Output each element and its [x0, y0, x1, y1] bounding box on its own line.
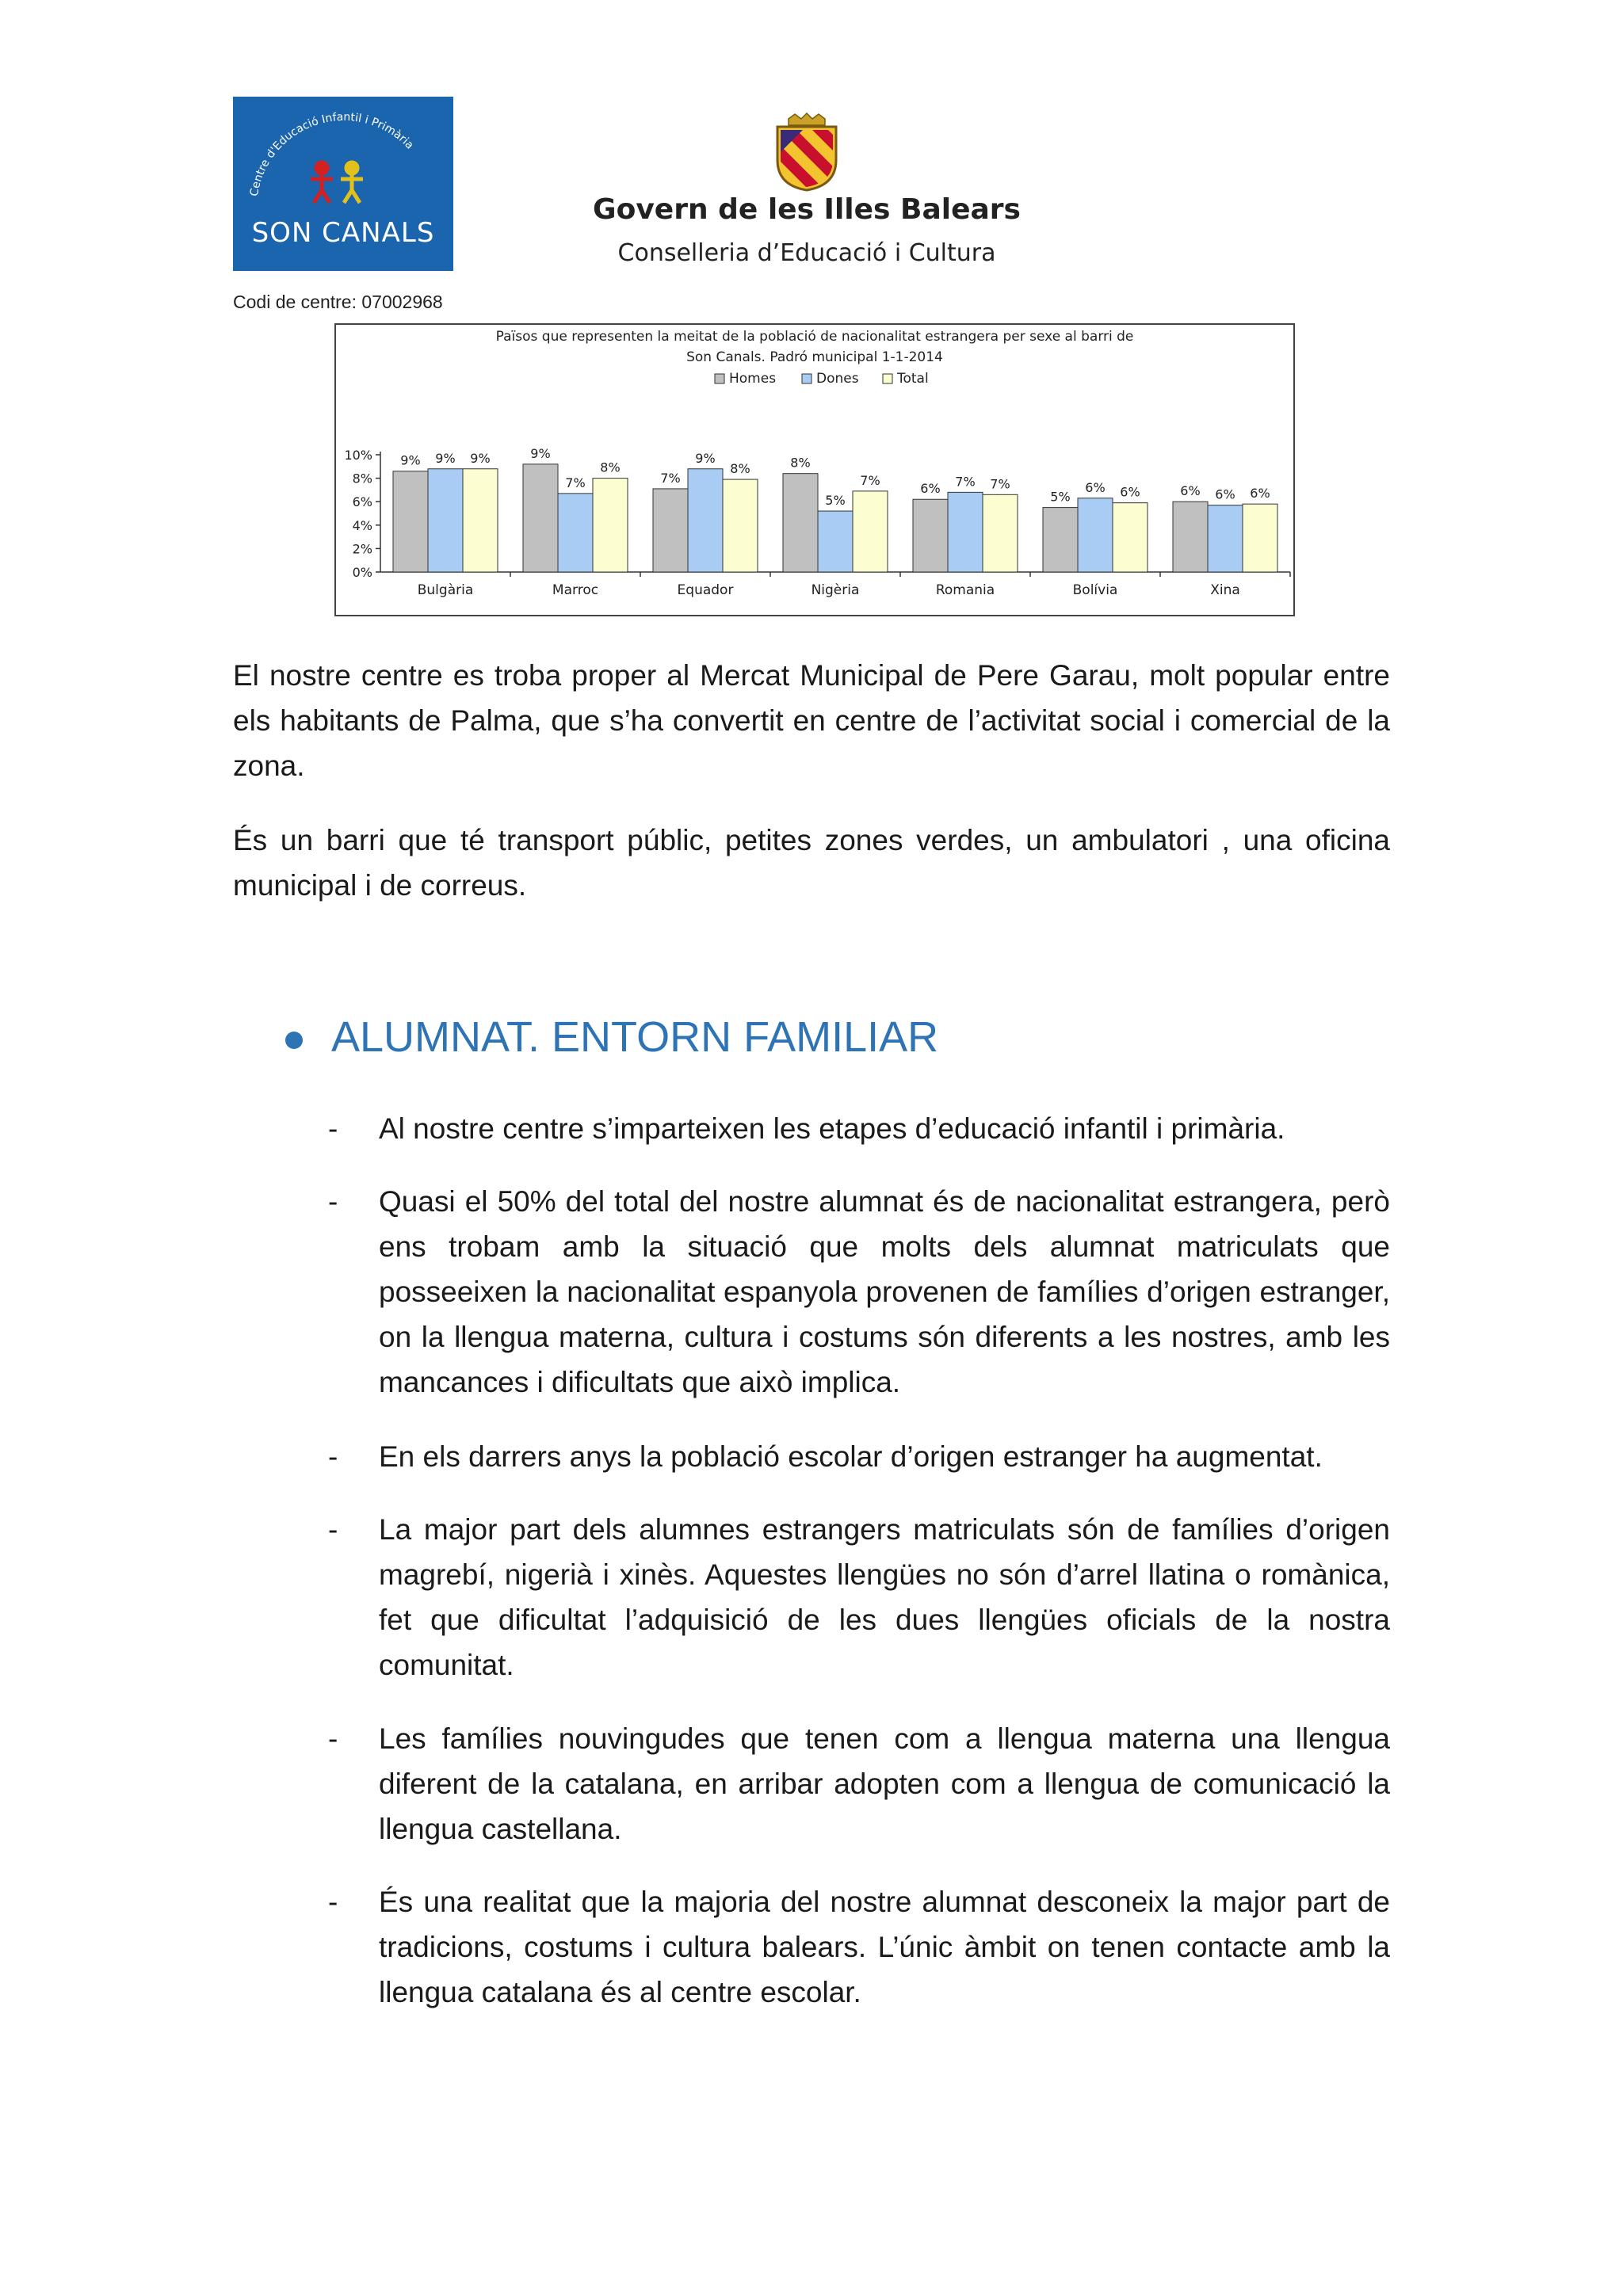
y-tick-label: 4%: [352, 517, 372, 533]
list-dash: -: [328, 1185, 338, 1218]
data-label: 6%: [920, 481, 941, 497]
legend-label-homes: Homes: [729, 371, 777, 387]
bar-total: [1113, 503, 1148, 572]
list-dash: -: [328, 1513, 338, 1546]
data-label: 8%: [730, 461, 750, 477]
list-dash: -: [328, 1722, 338, 1755]
data-label: 5%: [1050, 489, 1071, 505]
paragraph-services: És un barri que té transport públic, petites zones verdes, un ambulatori , una oficina municipal i de correus.: [233, 824, 1390, 902]
bar-homes: [523, 464, 558, 572]
data-label: 7%: [565, 475, 586, 490]
legend-swatch-homes: [715, 374, 724, 383]
logo-arc-text: Centre d'Educació Infantil i Primària: [247, 110, 416, 197]
data-label: 6%: [1085, 479, 1106, 495]
list-item-text: Quasi el 50% del total del nostre alumnat és de nacionalitat estrangera, però ens trobam amb la situació que molts dels alumnat matriculats que posseeixen la nacionalitat espanyola provenen de famílies d’origen estranger, on la llengua materna, cultura i costums són diferents a les nostres, amb les mancances i dificultats que això implica.: [379, 1185, 1390, 1398]
government-name: Govern de les Illes Balears: [593, 193, 1021, 226]
bar-homes: [913, 499, 948, 572]
bar-total: [593, 479, 628, 572]
bar-dones: [818, 511, 853, 572]
data-label: 9%: [400, 452, 421, 468]
bullet-dot-icon: [285, 1032, 303, 1049]
bar-total: [853, 491, 888, 572]
list-item-text: És una realitat que la majoria del nostre alumnat desconeix la major part de tradicions, costums i cultura balears. L’únic àmbit on tenen contacte amb la llengua catalana és al centre escolar.: [379, 1886, 1390, 2008]
bar-homes: [653, 489, 688, 572]
data-label: 6%: [1215, 486, 1235, 502]
bar-homes: [783, 474, 818, 572]
data-label: 9%: [530, 445, 551, 461]
bar-dones: [948, 492, 983, 572]
y-tick-label: 2%: [352, 541, 372, 557]
section-heading: [285, 1013, 1395, 1068]
list-dash: -: [328, 1440, 338, 1473]
data-label: 6%: [1250, 486, 1270, 502]
data-label: 6%: [1180, 483, 1201, 499]
bar-dones: [1078, 498, 1113, 572]
list-item-text: Les famílies nouvingudes que tenen com a llengua materna una llengua diferent de la catalana, en arribar adopten com a llengua de comunicació la llengua castellana.: [379, 1722, 1390, 1845]
y-tick-label: 10%: [344, 448, 372, 463]
category-label: Equador: [677, 582, 734, 598]
list-dash: -: [328, 1886, 338, 1918]
data-label: 5%: [825, 493, 846, 509]
category-label: Romania: [935, 582, 995, 598]
y-tick-label: 6%: [352, 494, 372, 510]
school-name: SON CANALS: [251, 217, 435, 249]
y-tick-label: 0%: [352, 565, 372, 580]
bar-total: [1243, 504, 1277, 572]
list-item-text: En els darrers anys la població escolar d’origen estranger ha augmentat.: [379, 1440, 1323, 1473]
centre-code: Codi de centre: 07002968: [233, 292, 443, 312]
data-label: 7%: [990, 476, 1010, 492]
legend-swatch-dones: [802, 374, 812, 383]
data-label: 9%: [695, 450, 716, 466]
data-label: 7%: [955, 474, 976, 490]
legend-label-dones: Dones: [816, 371, 859, 387]
bar-dones: [1208, 505, 1243, 572]
y-tick-label: 8%: [352, 471, 372, 486]
data-label: 9%: [435, 450, 456, 466]
category-label: Bolívia: [1072, 582, 1118, 598]
legend-label-total: Total: [897, 371, 929, 387]
government-department: Conselleria d’Educació i Cultura: [617, 239, 996, 267]
data-label: 6%: [1120, 484, 1140, 500]
bar-homes: [393, 471, 428, 572]
section-title: ALUMNAT. ENTORN FAMILIAR: [331, 1013, 939, 1061]
bar-total: [983, 494, 1018, 572]
bar-dones: [688, 469, 723, 572]
bar-total: [723, 479, 758, 572]
bar-total: [463, 469, 498, 572]
chart-title-line1: Països que representen la meitat de la població de nacionalitat estrangera per sexe al barri de: [495, 329, 1134, 345]
category-label: Bulgària: [417, 582, 474, 598]
government-coat-of-arms-icon: [771, 113, 842, 192]
yellow-child-icon: [341, 162, 363, 203]
data-label: 7%: [660, 470, 681, 486]
legend-swatch-total: [883, 374, 892, 383]
chart-title-line2: Son Canals. Padró municipal 1-1-2014: [686, 349, 943, 365]
category-label: Xina: [1210, 582, 1240, 598]
category-label: Marroc: [552, 582, 599, 598]
list-dash: -: [328, 1112, 338, 1145]
list-item-text: Al nostre centre s’imparteixen les etapes d’educació infantil i primària.: [379, 1112, 1285, 1145]
data-label: 8%: [790, 455, 811, 471]
population-chart: [334, 323, 1295, 616]
bar-homes: [1173, 502, 1208, 572]
data-label: 7%: [860, 472, 880, 488]
red-child-icon: [311, 162, 333, 203]
data-label: 9%: [470, 450, 491, 466]
school-logo: [233, 97, 453, 271]
bar-homes: [1043, 508, 1078, 572]
list-item-text: La major part dels alumnes estrangers matriculats són de famílies d’origen magrebí, nigerià i xinès. Aquestes llengües no són d’arrel llatina o romànica, fet que dificultat l’adquisició de les dues llengües oficials de la nostra comunitat.: [379, 1513, 1390, 1681]
category-label: Nigèria: [811, 582, 860, 598]
paragraph-location: El nostre centre es troba proper al Mercat Municipal de Pere Garau, molt popular entre els habitants de Palma, que s’ha convertit en centre de l’activitat social i comercial de la zona.: [233, 659, 1390, 782]
data-label: 8%: [600, 460, 621, 475]
bar-dones: [558, 494, 593, 572]
bar-dones: [428, 469, 463, 572]
